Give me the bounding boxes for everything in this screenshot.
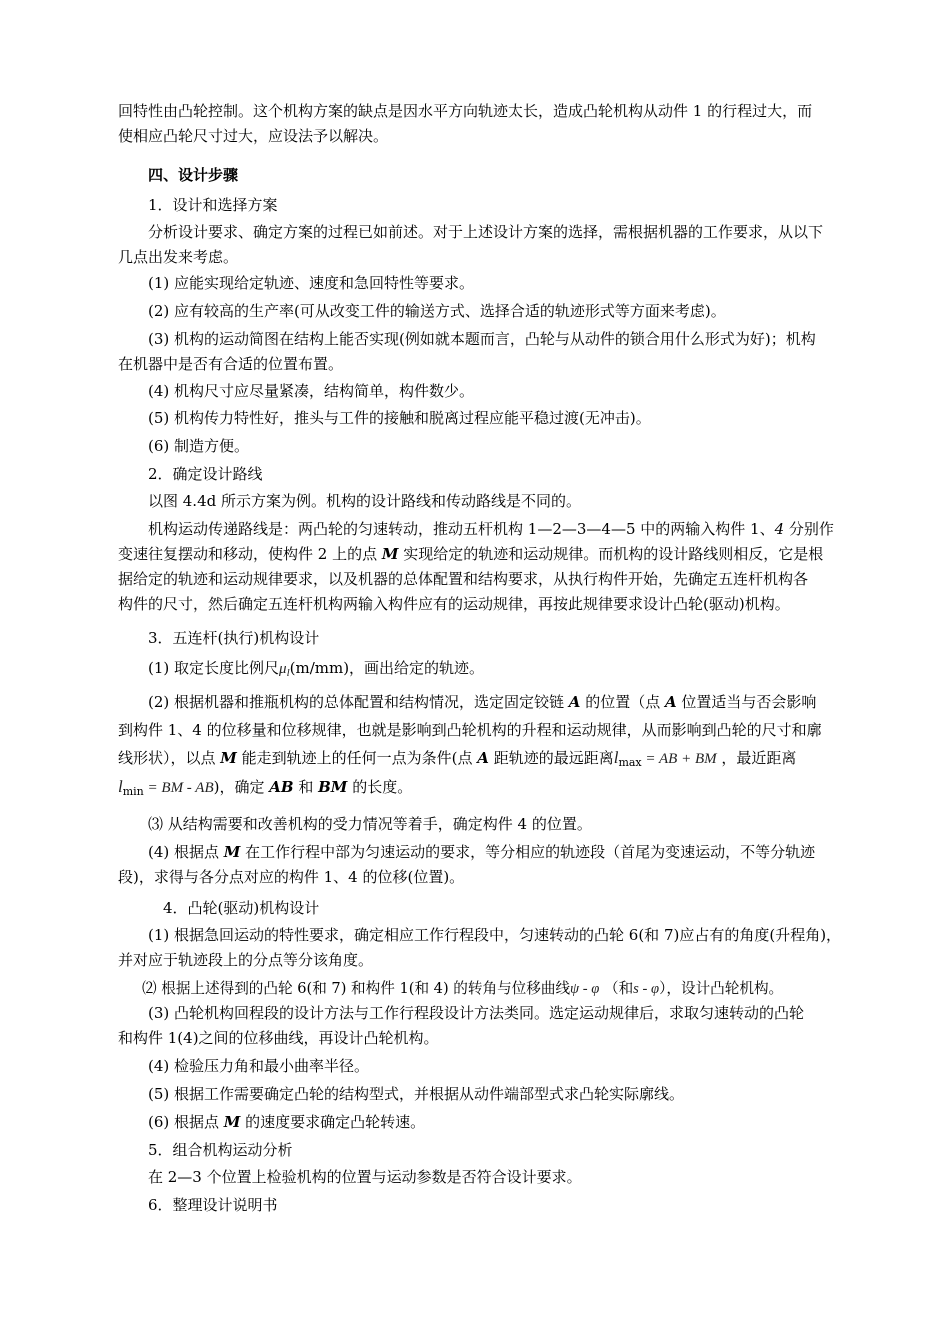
step-5-title: 5．组合机构运动分析 [148,1141,293,1159]
step-4-item-6: (6) 根据点 M 的速度要求确定凸轮转速。 [148,1113,426,1131]
step-3-item-1: (1) 取定长度比例尺$\mu_l(m/mm)$，画出给定的轨迹。 [148,659,485,679]
step-1-item-2: (2) 应有较高的生产率(可从改变工件的输送方式、选择合适的轨迹形式等方面来考虑)。 [148,302,726,320]
step-1-item-4: (4) 机构尺寸应尽量紧凑，结构简单，构件数少。 [148,382,475,400]
step-6-title: 6．整理设计说明书 [148,1196,278,1214]
step-2-paragraph-1: 以图 4.4d 所示方案为例。机构的设计路线和传动路线是不同的。 [148,492,581,510]
step-3-item-4: (4) 根据点 M 在工作行程中部为匀速运动的要求，等分相应的轨迹段（首尾为变速运动，不等分轨迹 段)，求得与各分点对应的构件 1、4 的位移(位置)。 [118,843,816,886]
step-4-item-3: (3) 凸轮机构回程段的设计方法与工作行程段设计方法类同。选定运动规律后，求取匀速转动的凸轮 和构件 1(4)之间的位移曲线，再设计凸轮机构。 [118,1004,805,1047]
step-1-intro: 分析设计要求、确定方案的过程已如前述。对于上述设计方案的选择，需根据机器的工作要求，从以下 几点出发来考虑。 [118,223,824,266]
section-heading: 四、设计步骤 [148,166,239,184]
step-1-title: 1．设计和选择方案 [148,196,278,214]
step-1-item-1: (1) 应能实现给定轨迹、速度和急回特性等要求。 [148,274,475,292]
step-1-item-5: (5) 机构传力特性好，推头与工件的接触和脱离过程应能平稳过渡(无冲击)。 [148,409,651,427]
step-3-title: 3．五连杆(执行)机构设计 [148,629,320,647]
step-3-item-2: (2) 根据机器和推瓶机构的总体配置和结构情况，选定固定铰链 A 的位置（点 A 位置适当与否会影响 到构件 1、4 的位移量和位移规律，也就是影响到凸轮机构的升程和运动规律，从而影响到凸轮的尺寸和廓 线形状），以点 M 能走到轨迹上的任何一点为条件(点 A 距轨迹的最远距离$l_{max}$ = AB + BM ，最近距离 $l_{min}$ = BM - AB)，确定 AB 和 BM 的长度。 [118,693,822,798]
step-1-item-3: (3) 机构的运动简图在结构上能否实现(例如就本题而言，凸轮与从动件的锁合用什么形式为好)；机构 在机器中是否有合适的位置布置。 [118,330,816,373]
intro-paragraph: 回特性由凸轮控制。这个机构方案的缺点是因水平方向轨迹太长，造成凸轮机构从动件 1 的行程过大，而 使相应凸轮尺寸过大，应设法予以解决。 [118,102,813,145]
step-4-item-2: ⑵ 根据上述得到的凸轮 6(和 7) 和构件 1(和 4) 的转角与位移曲线ψ - φ （和s - φ），设计凸轮机构。 [142,980,784,997]
step-5-paragraph: 在 2—3 个位置上检验机构的位置与运动参数是否符合设计要求。 [148,1168,582,1186]
step-4-item-1: (1) 根据急回运动的特性要求，确定相应工作行程段中，匀速转动的凸轮 6(和 7)应占有的角度(升程角)， 并对应于轨迹段上的分点等分该角度。 [118,926,842,969]
step-2-paragraph-2: 机构运动传递路线是：两凸轮的匀速转动，推动五杆机构 1—2—3—4—5 中的两输入构件 1、4 分别作 变速往复摆动和移动，使构件 2 上的点 M 实现给定的轨迹和运动规律。而机构的设计路线则相反，它是根 据给定的轨迹和运动规律要求，以及机器的总体配置和结构要求，从执行构件开始，先确定五连杆机构各 构件的尺寸，然后确定五连杆机构两输入构件应有的运动规律，再按此规律要求设计凸轮(驱动)机构。 [118,520,834,613]
step-4-item-5: (5) 根据工作需要确定凸轮的结构型式，并根据从动件端部型式求凸轮实际廓线。 [148,1085,685,1103]
step-3-item-3: ⑶ 从结构需要和改善机构的受力情况等着手，确定构件 4 的位置。 [148,815,592,833]
step-2-title: 2．确定设计路线 [148,465,263,483]
step-4-item-4: (4) 检验压力角和最小曲率半径。 [148,1057,370,1075]
step-1-item-6: (6) 制造方便。 [148,437,250,455]
step-4-title: 4．凸轮(驱动)机构设计 [163,899,320,917]
